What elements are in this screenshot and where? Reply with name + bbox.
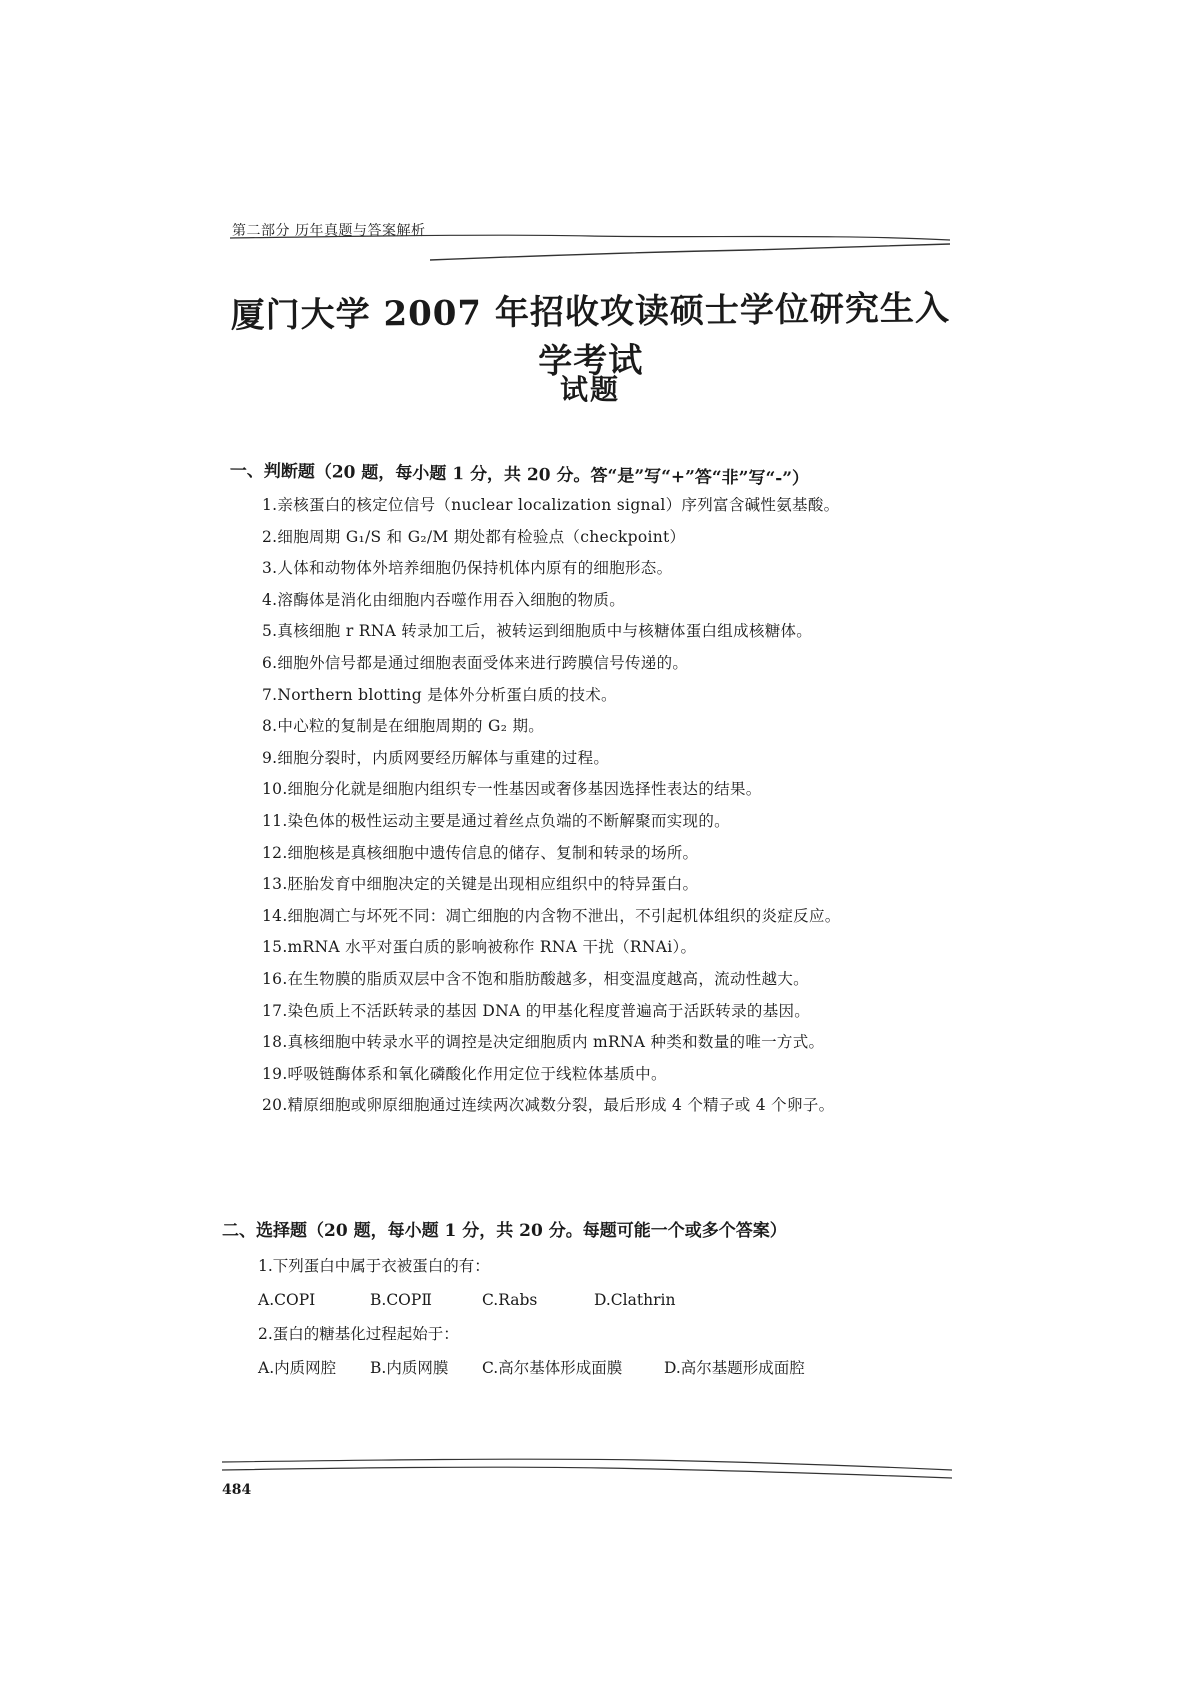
question-item: 8.中心粒的复制是在细胞周期的 G₂ 期。: [262, 717, 545, 736]
exam-title: 厦门大学 2007 年招收攻读硕士学位研究生入学考试: [230, 288, 951, 382]
option-b: B.内质网膜: [370, 1359, 449, 1377]
multiple-choice-block: [258, 1250, 958, 1386]
question-item: 20.精原细胞或卵原细胞通过连续两次减数分裂，最后形成 4 个精子或 4 个卵子。: [262, 1096, 835, 1115]
question-item: 14.细胞凋亡与坏死不同：凋亡细胞的内含物不泄出，不引起机体组织的炎症反应。: [262, 906, 841, 925]
option-a: A.COPⅠ: [258, 1291, 316, 1309]
question-item: 5.真核细胞 r RNA 转录加工后，被转运到细胞质中与核糖体蛋白组成核糖体。: [262, 622, 813, 641]
option-b: B.COPⅡ: [370, 1291, 432, 1309]
question-item: 4.溶酶体是消化由细胞内吞噬作用吞入细胞的物质。: [262, 590, 625, 609]
question-item: 11.染色体的极性运动主要是通过着丝点负端的不断解聚而实现的。: [262, 811, 730, 830]
exam-subtitle: 试题: [559, 373, 620, 406]
mc-question-1-options: [258, 1282, 958, 1318]
question-item: 13.胚胎发育中细胞决定的关键是出现相应组织中的特异蛋白。: [262, 875, 699, 894]
question-item: 9.细胞分裂时，内质网要经历解体与重建的过程。: [262, 748, 610, 767]
header-rule: [230, 230, 950, 270]
running-head: 第二部分 历年真题与答案解析: [232, 223, 426, 239]
question-item: 18.真核细胞中转录水平的调控是决定细胞质内 mRNA 种类和数量的唯一方式。: [262, 1033, 825, 1052]
footer-rule: [222, 1450, 952, 1490]
option-d: D.高尔基题形成面腔: [664, 1359, 805, 1377]
question-item: 16.在生物膜的脂质双层中含不饱和脂肪酸越多，相变温度越高，流动性越大。: [262, 969, 809, 988]
page-number: 484: [222, 1482, 252, 1498]
option-c: C.高尔基体形成面膜: [482, 1359, 623, 1377]
option-a: A.内质网腔: [258, 1359, 337, 1377]
mc-question-2-options: [258, 1350, 958, 1386]
question-item: 10.细胞分化就是细胞内组织专一性基因或奢侈基因选择性表达的结果。: [262, 780, 762, 799]
question-item: 1.亲核蛋白的核定位信号（nuclear localization signal）序列富含碱性氨基酸。: [262, 496, 840, 514]
mc-question-2: 2.蛋白的糖基化过程起始于：: [258, 1325, 459, 1343]
true-false-question-list: [262, 490, 942, 1122]
question-item: 12.细胞核是真核细胞中遗传信息的储存、复制和转录的场所。: [262, 843, 699, 862]
mc-question-1: 1.下列蛋白中属于衣被蛋白的有：: [258, 1257, 490, 1275]
section-2-heading: 二、选择题（20 题，每小题 1 分，共 20 分。每题可能一个或多个答案）: [222, 1221, 787, 1241]
question-item: 15.mRNA 水平对蛋白质的影响被称作 RNA 干扰（RNAi）。: [262, 938, 697, 957]
question-item: 6.细胞外信号都是通过细胞表面受体来进行跨膜信号传递的。: [262, 653, 689, 672]
option-d: D.Clathrin: [594, 1291, 676, 1309]
question-item: 2.细胞周期 G₁/S 和 G₂/M 期处都有检验点（checkpoint）: [262, 527, 686, 546]
question-item: 7.Northern blotting 是体外分析蛋白质的技术。: [262, 685, 617, 704]
section-1-heading: 一、判断题（20 题，每小题 1 分，共 20 分。答“是”写“+”答“非”写“-”）: [229, 460, 810, 490]
question-item: 17.染色质上不活跃转录的基因 DNA 的甲基化程度普遍高于活跃转录的基因。: [262, 1001, 811, 1020]
question-item: 19.呼吸链酶体系和氧化磷酸化作用定位于线粒体基质中。: [262, 1064, 667, 1083]
question-item: 3.人体和动物体外培养细胞仍保持机体内原有的细胞形态。: [262, 559, 673, 578]
option-c: C.Rabs: [482, 1291, 538, 1309]
